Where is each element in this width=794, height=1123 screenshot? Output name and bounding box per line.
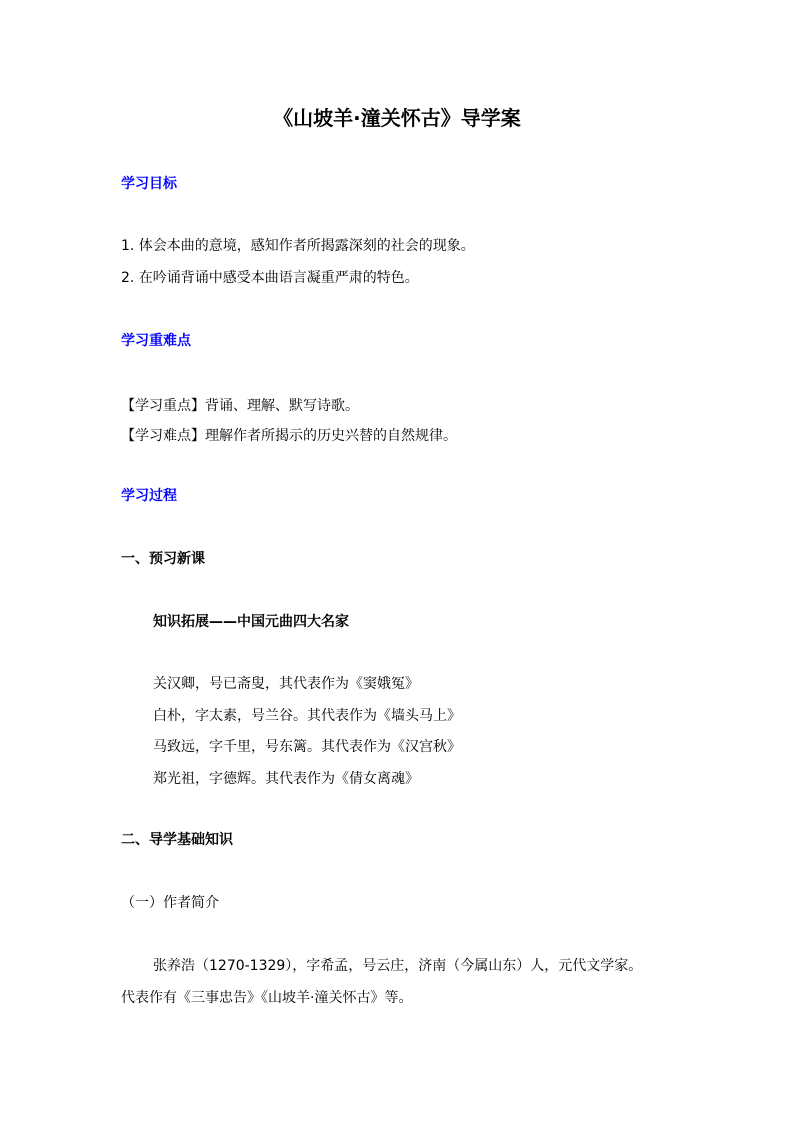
page-title: 《山坡羊·潼关怀古》导学案 <box>273 106 521 130</box>
key-focus: 【学习重点】背诵、理解、默写诗歌。 <box>121 398 359 414</box>
subsection-heading: （一）作者简介 <box>121 895 219 911</box>
key-difficulty: 【学习难点】理解作者所揭示的历史兴替的自然规律。 <box>121 428 457 444</box>
section-heading: 二、导学基础知识 <box>121 832 233 848</box>
list-item: 马致远，字千里，号东篱。其代表作为《汉宫秋》 <box>153 739 461 755</box>
goal-item: 2. 在吟诵背诵中感受本曲语言凝重严肃的特色。 <box>121 270 419 286</box>
learning-goals-heading: 学习目标 <box>121 176 177 192</box>
list-item: 白朴，字太素，号兰谷。其代表作为《墙头马上》 <box>153 708 461 724</box>
learning-process-heading: 学习过程 <box>121 488 177 504</box>
list-item: 郑光祖，字德辉。其代表作为《倩女离魂》 <box>153 771 419 787</box>
goal-item: 1. 体会本曲的意境，感知作者所揭露深刻的社会的现象。 <box>121 238 475 254</box>
paragraph-line: 代表作有《三事忠告》《山坡羊·潼关怀古》等。 <box>121 990 413 1006</box>
list-item: 关汉卿，号已斋叟，其代表作为《窦娥冤》 <box>153 676 419 692</box>
key-points-heading: 学习重难点 <box>121 333 191 349</box>
section-heading: 一、预习新课 <box>121 551 205 567</box>
paragraph-line: 张养浩（1270-1329），字希孟，号云庄，济南（今属山东）人，元代文学家。 <box>153 958 643 974</box>
subsection-heading: 知识拓展——中国元曲四大名家 <box>153 614 349 630</box>
